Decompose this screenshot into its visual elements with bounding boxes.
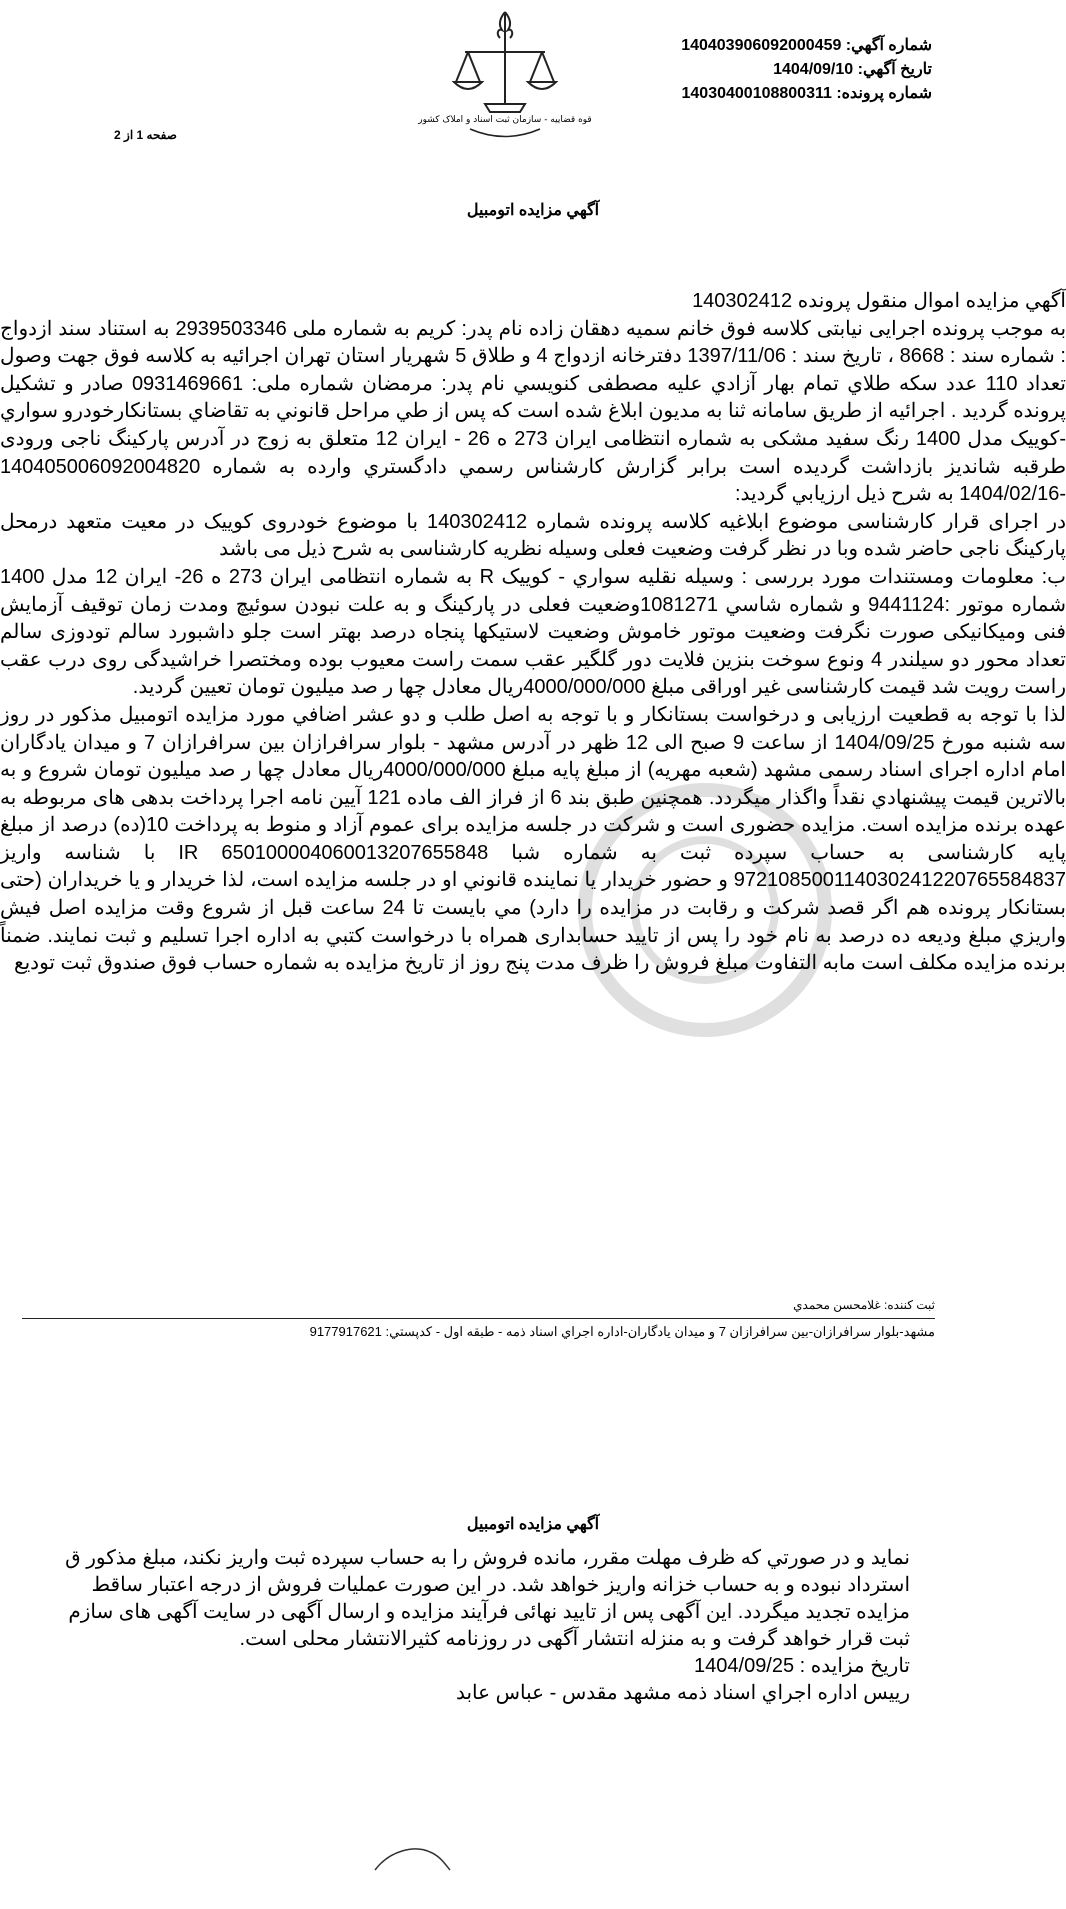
header-meta [632, 34, 932, 106]
page-indicator: صفحه 1 از 2 [114, 128, 177, 142]
paragraph: در اجرای قرار كارشناسی موضوع ابلاغيه كلاسه پرونده شماره 140302412 با موضوع خودروی كوييک در معيت متعهد درمحل پاركينگ ناجی حاضر شده وبا در نظر گرفت وضعيت فعلی وسيله نظريه كارشناسی به شرح ذيل می باشد [0, 510, 1066, 561]
registrar-line: ثبت كننده: غلامحسن محمدي [793, 1298, 935, 1312]
line: نمايد و در صورتي كه ظرف مهلت مقرر، مانده فروش را به حساب سپرده ثبت واريز نكند، مبلغ مذكور ق [65, 1547, 910, 1569]
judiciary-emblem-icon [418, 4, 592, 154]
page1-title: آگهي مزايده اتومبيل [466, 202, 600, 219]
paragraph: ب: معلومات ومستندات مورد بررسی : وسيله نقليه سواري - كوييک R به شماره انتظامی ايران 273 ه 26- ايران 12 مدل 1400 شماره موتور :9441124 و شماره شاسي 1081271وضعيت فعلی در پاركينگ و به علت نبودن سوئيچ ومدت زمان توقيف آزمايش فنی وميكانيكی صورت نگرفت وضعيت موتور خاموش وضعيت لاستيكها پنجاه درصد بهتر است جلو داشبورد سالم تودوزی سالم تعداد محور دو سيلندر 4 ونوع سوخت بنزين فلايت دور گلگير عقب سمت راست معيوب بوده ومختصرا خراشيدگی روی درب عقب راست رويت شد قيمت كارشناسی غير اوراقی مبلغ 4000/000/000ريال معادل چها ر صد ميليون تومان تعيين گرديد. [0, 565, 1066, 699]
auction-date: تاريخ مزايده : 1404/09/25 [694, 1655, 910, 1677]
line: استرداد نبوده و به حساب خزانه واريز خواهد شد. در اين صورت عمليات فروش از درجه اعتبار ساقط [91, 1574, 910, 1596]
case-number: شماره پرونده: 14030400108800311 [681, 85, 932, 102]
signatory: رييس اداره اجراي اسناد ذمه مشهد مقدس - عباس عابد [455, 1682, 910, 1704]
footer-divider [22, 1318, 935, 1319]
office-address: مشهد-بلوار سرافرازان-بين سرافرازان 7 و ميدان يادگاران-اداره اجراي اسناد ذمه - طبقه اول - كدپستي: 9177917621 [309, 1324, 935, 1339]
ad-date: تاريخ آگهي: 1404/09/10 [773, 61, 932, 78]
emblem-caption: قوه قضاییه - سازمان ثبت اسناد و املاک کشور [418, 115, 592, 125]
paragraph: به موجب پرونده اجرايی نيابتی كلاسه فوق خانم سميه دهقان زاده نام پدر: كريم به شماره ملی 2939503346 به استناد سند ازدواج : شماره سند : 8668 ، تاريخ سند : 1397/11/06 دفترخانه ازدواج 4 و طلاق 5 شهريار استان تهران اجرائيه به كلاسه فوق جهت وصول تعداد 110 عدد سكه طلاي تمام بهار آزادي عليه مصطفی كنويسي نام پدر: مرمضان شماره ملی: 0931469661 صادر و تشكيل پرونده گرديد . اجرائيه از طريق سامانه ثنا به مديون ابلاغ شده است كه پس از طي مراحل قانوني به تقاضاي بستانكارخودرو سواري -كوييک مدل 1400 رنگ سفيد مشكی به شماره انتظامی ايران 273 ه 26 - ايران 12 متعلق به زوج در آدرس پاركينگ ناجی ورودی طرقبه شانديز بازداشت گرديده است برابر گزارش كارشناس رسمي دادگستري وارده به شماره 14040500609200482‌0 -1404/02/16 به شرح ذيل ارزيابي گرديد: [0, 317, 1066, 506]
line: مزايده تجديد ميگردد. اين آگهی پس از تاييد نهائی فرآيند مزايده و ارسال آگهی در سايت آگهی های سازم [68, 1601, 910, 1623]
signature-icon [370, 1840, 460, 1880]
ad-number: شماره آگهي: 140403906092000459 [681, 37, 932, 54]
watermark-logo-icon [540, 760, 870, 1060]
page2-title: آگهي مزايده اتومبيل [466, 1516, 600, 1533]
line: ثبت قرار خواهد گرفت و به منزله انتشار آگهی در روزنامه كثيرالانتشار محلی است. [239, 1628, 910, 1650]
page1-body [0, 288, 1066, 978]
paragraph: آگهي مزايده اموال منقول پرونده 140302412 [692, 290, 1066, 312]
paragraph: لذا با توجه به قطعيت ارزيابی و درخواست بستانكار و با توجه به اصل طلب و دو عشر اضافي مورد مزايده اتومبيل مذكور در روز سه شنبه مورخ 1404/09/25 از ساعت 9 صبح الی 12 ظهر در آدرس مشهد - بلوار سرافرازان بين سرافرازان 7 و ميدان يادگاران امام اداره اجرای اسناد رسمی مشهد (شعبه مهريه) از مبلغ پايه مبلغ 4000/000/000ريال معادل چها ر صد ميليون تومان شروع و به بالاترين قيمت پيشنهادي نقداً واگذار ميگردد. همچنين طبق بند 6 از فراز الف ماده 121 آيين نامه اجرا پرداخت بدهی های مربوطه به عهده برنده مزايده است. مزايده حضوری است و شركت در جلسه مزايده برای عموم آزاد و منوط به پرداخت 10(ده) درصد از مبلغ پايه كارشناسی به حساب سپرده ثبت به شماره شبا IR 650100004060013207655848 با شناسه واريز 972108500114030241220765584837 و حضور خريدار يا نماينده قانوني او در جلسه مزايده است، لذا خريدار و يا خريداران (حتی بستانكار پرونده هم اگر قصد شركت و رقابت در مزايده را دارد) مي بايست تا 24 ساعت قبل از شروع وقت مزايده اصل فيش واريزي مبلغ وديعه ده درصد به نام خود را پس از تاييد حسابداری همراه با درخواست كتبي به اداره اجرا تسليم و ثبت نمايند. ضمناً برنده مزايده مكلف است مابه التفاوت مبلغ فروش را ظرف مدت پنج روز از تاريخ مزايده به شماره حساب فوق صندوق ثبت توديع [0, 703, 1066, 975]
page2-body [0, 1545, 910, 1707]
